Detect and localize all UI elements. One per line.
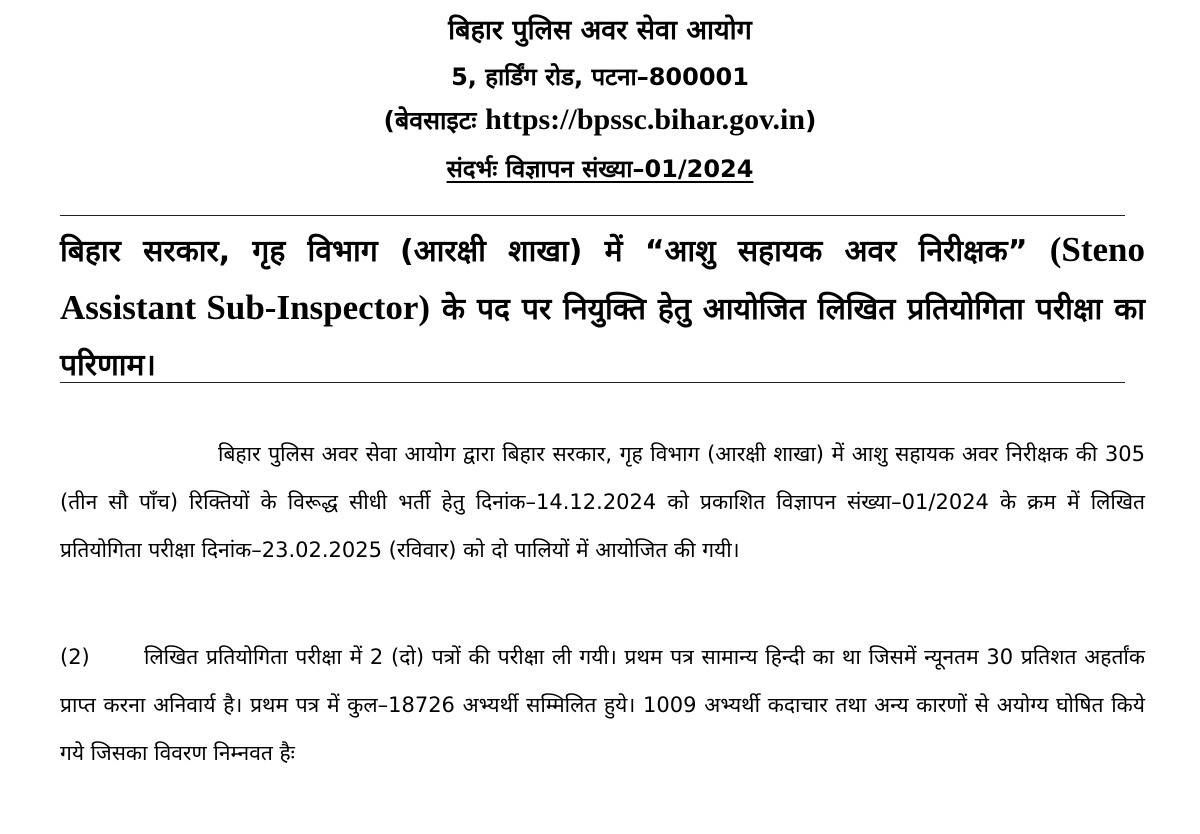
website-line <box>0 103 1200 137</box>
title-part-1: बिहार सरकार, गृह विभाग (आरक्षी शाखा) में “आशु सहायक अवर निरीक्षक” <box>60 234 1050 269</box>
website-prefix: (बेवसाइटः <box>383 106 486 135</box>
website-suffix: ) <box>805 106 817 135</box>
title-part-2: के पद पर नियुक्ति हेतु आयोजित लिखित प्रतियोगिता परीक्षा का परिणाम। <box>60 292 1145 383</box>
bottom-divider <box>60 382 1125 383</box>
paragraph-2 <box>60 633 1145 777</box>
notice-title <box>60 222 1145 394</box>
reference-text: संदर्भः विज्ञापन संख्या–01/2024 <box>446 155 754 183</box>
organization-address: 5, हार्डिंग रोड, पटना–800001 <box>451 63 749 91</box>
paragraph-1: बिहार पुलिस अवर सेवा आयोग द्वारा बिहार सरकार, गृह विभाग (आरक्षी शाखा) में आशु सहायक अवर निरीक्षक की 305 (तीन सौ पाँच) रिक्तियों के विरूद्ध सीधी भर्ती हेतु दिनांक–14.12.2024 को प्रकाशित विज्ञापन संख्या–01/2024 के क्रम में लिखित प्रतियोगिता परीक्षा दिनांक–23.02.2025 (रविवार) को दो पालियों में आयोजित की गयी। <box>60 442 1145 562</box>
title-english-post: (Steno Assistant Sub-Inspector) <box>60 230 1145 327</box>
paragraph-2-text: लिखित प्रतियोगिता परीक्षा में 2 (दो) पत्रों की परीक्षा ली गयी। प्रथम पत्र सामान्य हिन्दी का था जिसमें न्यूनतम 30 प्रतिशत अहर्तांक प्राप्त करना अनिवार्य है। प्रथम पत्र में कुल–18726 अभ्यर्थी सम्मिलित हुये। 1009 अभ्यर्थी कदाचार तथा अन्य कारणों से अयोग्य घोषित किये गये जिसका विवरण निम्नवत हैः <box>60 645 1145 765</box>
reference-line <box>0 152 1200 185</box>
paragraph-2-number: (2) <box>60 645 90 669</box>
website-url: https://bpssc.bihar.gov.in <box>485 103 806 136</box>
organization-name: बिहार पुलिस अवर सेवा आयोग <box>448 15 752 46</box>
top-divider <box>60 215 1125 216</box>
